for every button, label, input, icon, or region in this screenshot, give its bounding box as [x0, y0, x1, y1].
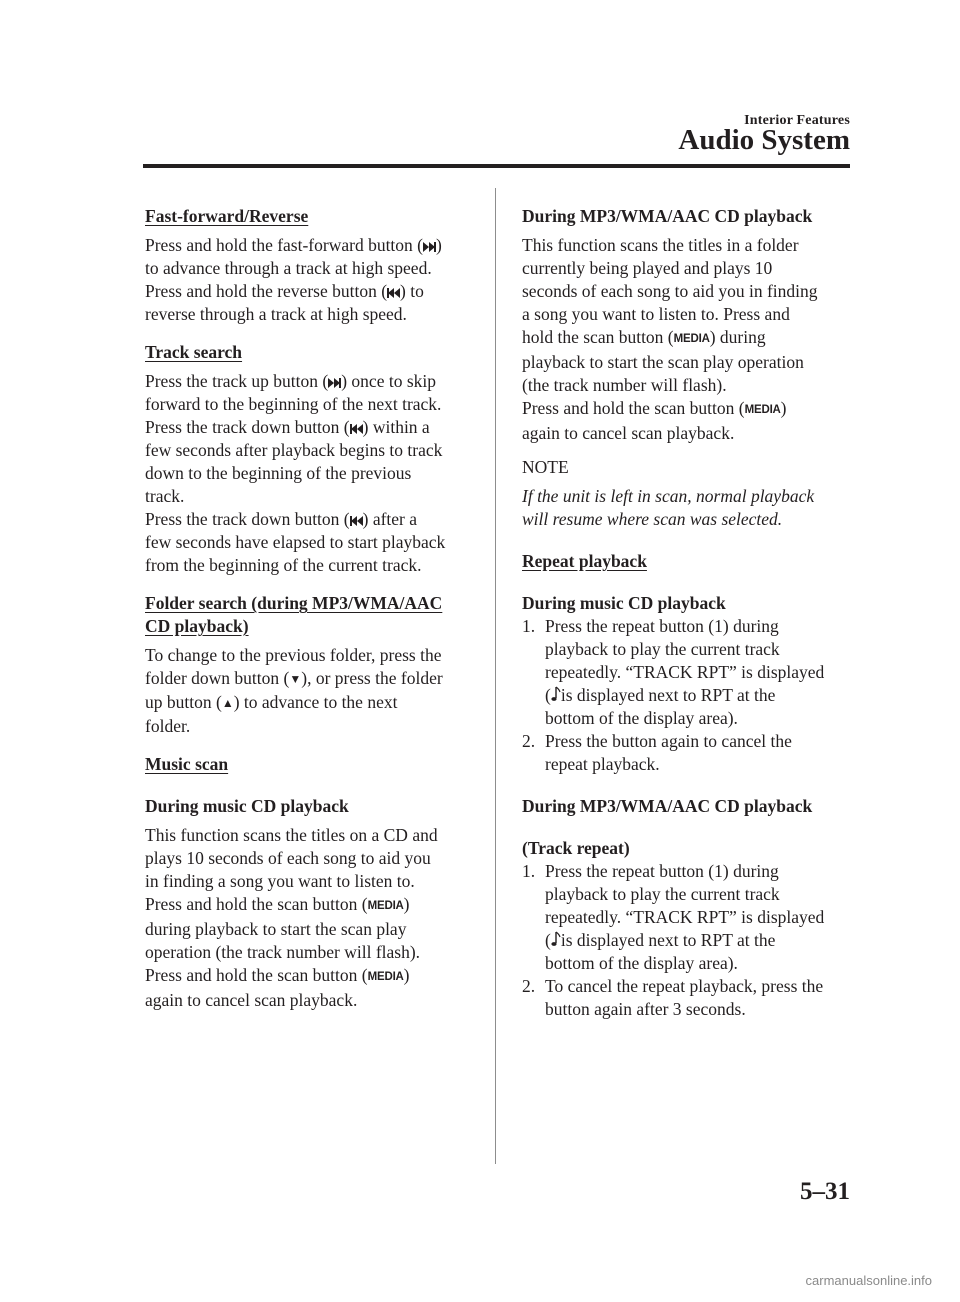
track-down-paragraph: Press the track down button ( ) within a few seconds after playback begins to track down to the beginning of the previous track. Press the track down button ( ) after a few seconds have elapsed to start playback from the beginning of the current track. — [145, 417, 446, 575]
media-button-icon: MEDIA — [673, 333, 710, 345]
fast-forward-heading: Fast-forward/Reverse — [145, 206, 309, 226]
fast-forward-paragraph: Press and hold the fast-forward button ( ) to advance through a track at high speed. — [145, 235, 442, 278]
media-button-icon: MEDIA — [744, 404, 781, 416]
reverse-paragraph: Press and hold the reverse button ( ) to reverse through a track at high speed. — [145, 281, 424, 324]
list-item: 1. Press the repeat button (1) during playback to play the current track repeatedly. “TRACK RPT” is displayed ( is displayed next to RPT at the bottom of the display area). — [522, 616, 825, 728]
folder-up-icon: ▲ — [221, 696, 234, 710]
column-divider — [495, 188, 496, 1164]
repeat-music-cd-subheading: During music CD playback — [522, 593, 726, 613]
track-search-heading: Track search — [145, 342, 243, 362]
track-down-icon — [350, 423, 363, 435]
reverse-icon — [387, 287, 400, 299]
folder-down-icon: ▼ — [289, 672, 302, 686]
note-text: If the unit is left in scan, normal playback will resume where scan was selected. — [522, 486, 815, 529]
page-number: 5–31 — [800, 1178, 850, 1205]
media-button-icon: MEDIA — [367, 971, 404, 983]
repeat-mp3-subheading: During MP3/WMA/AAC CD playback — [522, 796, 813, 816]
music-scan-heading: Music scan — [145, 754, 229, 774]
mp3-scan-subheading: During MP3/WMA/AAC CD playback — [522, 206, 813, 226]
fast-forward-icon — [423, 241, 436, 253]
header-section: Interior Features — [744, 113, 850, 128]
track-up-paragraph: Press the track up button ( ) once to skip forward to the beginning of the next track. — [145, 371, 442, 414]
repeat-note-icon — [551, 686, 561, 703]
track-up-icon — [328, 377, 341, 389]
folder-search-heading: Folder search (during MP3/WMA/AAC CD playback) — [145, 593, 443, 636]
music-scan-paragraph: This function scans the titles on a CD and plays 10 seconds of each song to aid you in finding a song you want to listen to. Press and hold the scan button (MEDIA) during playback to start the scan play operation (the track number will flash). Press and hold the scan button (MEDIA) again to cancel scan playback. — [145, 825, 438, 1010]
watermark: carmanualsonline.info — [805, 1273, 932, 1288]
note-label: NOTE — [522, 457, 569, 477]
mp3-scan-paragraph: This function scans the titles in a folder currently being played and plays 10 seconds of each song to aid you in finding a song you want to listen to. Press and hold the scan button (MEDIA) during playback to start the scan play operation (the track number will flash). Press and hold the scan button (MEDIA) again to cancel scan playback. — [522, 235, 818, 443]
repeat-playback-heading: Repeat playback — [522, 551, 647, 571]
list-item: 2. Press the button again to cancel the repeat playback. — [522, 731, 792, 774]
left-column — [145, 205, 477, 1012]
track-down-icon — [350, 515, 363, 527]
folder-search-paragraph: To change to the previous folder, press the folder down button (▼), or press the folder up button (▲) to advance to the next folder. — [145, 645, 443, 736]
list-item: 2. To cancel the repeat playback, press the button again after 3 seconds. — [522, 976, 824, 1019]
list-item: 1. Press the repeat button (1) during playback to play the current track repeatedly. “TRACK RPT” is displayed ( is displayed next to RPT at the bottom of the display area). — [522, 861, 825, 973]
track-repeat-subheading: (Track repeat) — [522, 838, 630, 858]
repeat-note-icon — [551, 931, 561, 948]
media-button-icon: MEDIA — [367, 900, 404, 912]
music-cd-subheading: During music CD playback — [145, 796, 349, 816]
header-title: Audio System — [678, 124, 850, 156]
right-column — [522, 205, 854, 1021]
header-rule — [143, 164, 850, 168]
